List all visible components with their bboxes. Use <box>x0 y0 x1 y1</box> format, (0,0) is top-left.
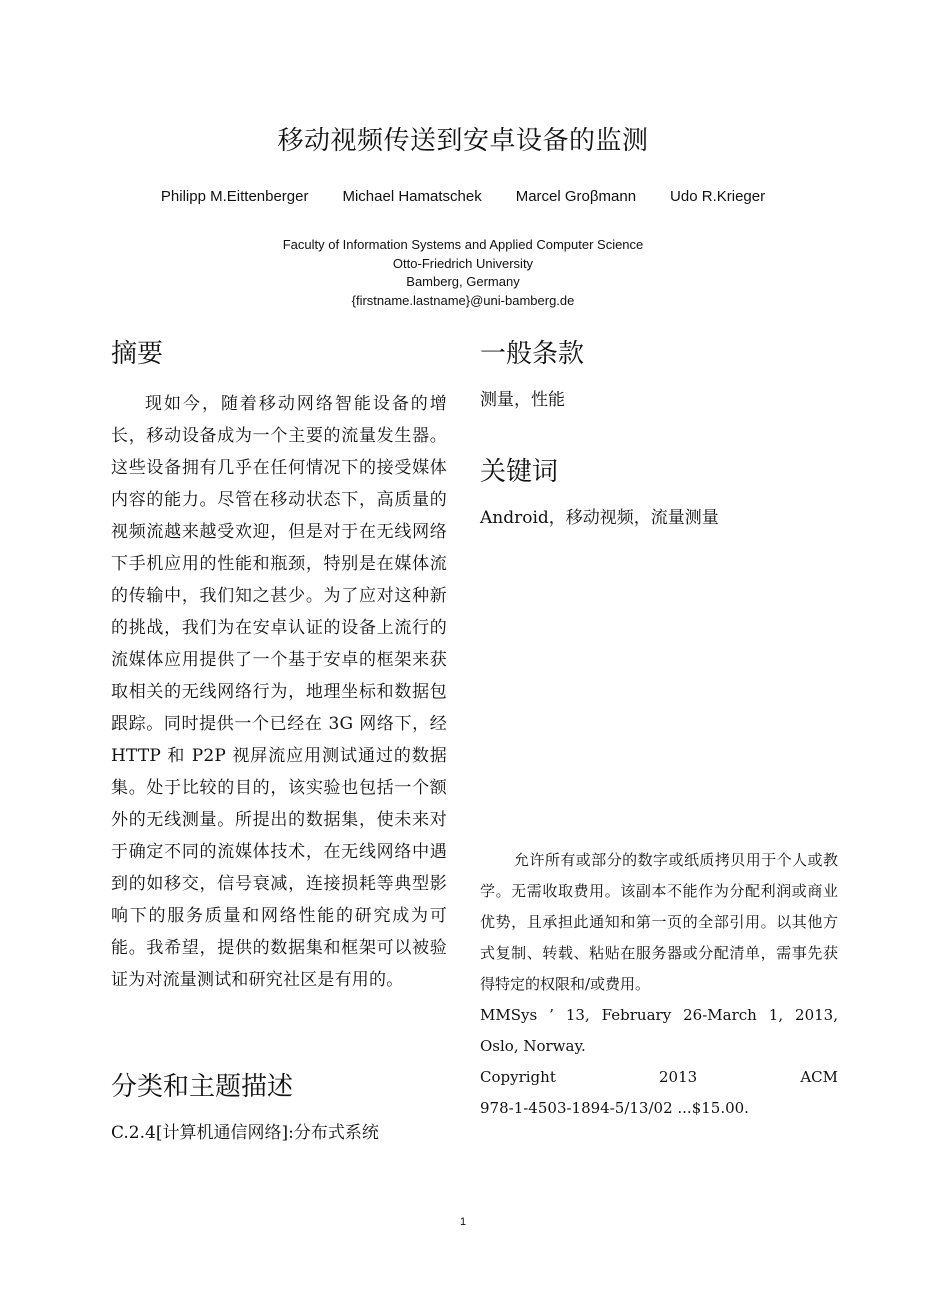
permission-notice <box>480 845 838 1124</box>
abstract-section <box>111 336 447 996</box>
affiliation-university: Otto-Friedrich University <box>392 255 534 271</box>
categories-section <box>111 1069 447 1147</box>
copyright-org: ACM <box>800 1068 838 1086</box>
paper-title: 移动视频传送到安卓设备的监测 <box>277 126 649 156</box>
affiliation-email: {firstname.lastname}@uni-bamberg.de <box>351 292 575 308</box>
copyright-year: 2013 <box>658 1068 698 1086</box>
general-terms-text: 测量，性能 <box>480 390 565 410</box>
page-number: 1 <box>459 1216 467 1228</box>
general-terms-heading: 一般条款 <box>480 339 585 369</box>
author-name: Philipp M.Eittenberger <box>160 188 309 205</box>
general-terms-section <box>480 336 838 414</box>
keywords-heading: 关键词 <box>480 457 559 487</box>
copyright-line <box>480 1062 838 1093</box>
author-name: Marcel Groβmann <box>515 188 637 205</box>
affiliation-block <box>0 236 926 310</box>
categories-heading: 分类和主题描述 <box>111 1072 294 1102</box>
author-list <box>0 188 926 205</box>
abstract-heading: 摘要 <box>111 339 164 369</box>
keywords-section <box>480 454 838 532</box>
permission-text: 允许所有或部分的数字或纸质拷贝用于个人或教学。无需收取费用。该副本不能作为分配利润或商业优势，且承担此通知和第一页的全部引用。以其他方式复制、转载、粘贴在服务器或分配清单，需事先获得特定的权限和/或费用。 <box>480 851 838 993</box>
affiliation-department: Faculty of Information Systems and Applied Computer Science <box>282 237 644 252</box>
affiliation-location: Bamberg, Germany <box>406 274 520 289</box>
author-name: Udo R.Krieger <box>670 188 766 205</box>
conference-info: MMSys ’ 13, February 26-March 1, 2013, Oslo, Norway. <box>480 1006 838 1055</box>
abstract-text: 现如今，随着移动网络智能设备的增长，移动设备成为一个主要的流量发生器。这些设备拥有几乎在任何情况下的接受媒体内容的能力。尽管在移动状态下，高质量的视频流越来越受欢迎，但是对于在无线网络下手机应用的性能和瓶颈，特别是在媒体流的传输中，我们知之甚少。为了应对这种新的挑战，我们为在安卓认证的设备上流行的流媒体应用提供了一个基于安卓的框架来获取相关的无线网络行为，地理坐标和数据包跟踪。同时提供一个已经在 3G 网络下，经 HTTP 和 P2P 视屏流应用测试通过的数据集。处于比较的目的，该实验也包括一个额外的无线测量。所提出的数据集，使未来对于确定不同的流媒体技术，在无线网络中遇到的如移交，信号衰减，连接损耗等典型影响下的服务质量和网络性能的研究成为可能。我希望，提供的数据集和框架可以被验证为对流量测试和研究社区是有用的。 <box>111 394 447 990</box>
copyright-word: Copyright <box>480 1068 556 1086</box>
categories-text: C.2.4[计算机通信网络]:分布式系统 <box>111 1123 379 1143</box>
keywords-text: Android，移动视频，流量测量 <box>480 508 719 528</box>
isbn-line: 978-1-4503-1894-5/13/02 ...$15.00. <box>480 1099 749 1117</box>
author-name: Michael Hamatschek <box>342 188 482 205</box>
